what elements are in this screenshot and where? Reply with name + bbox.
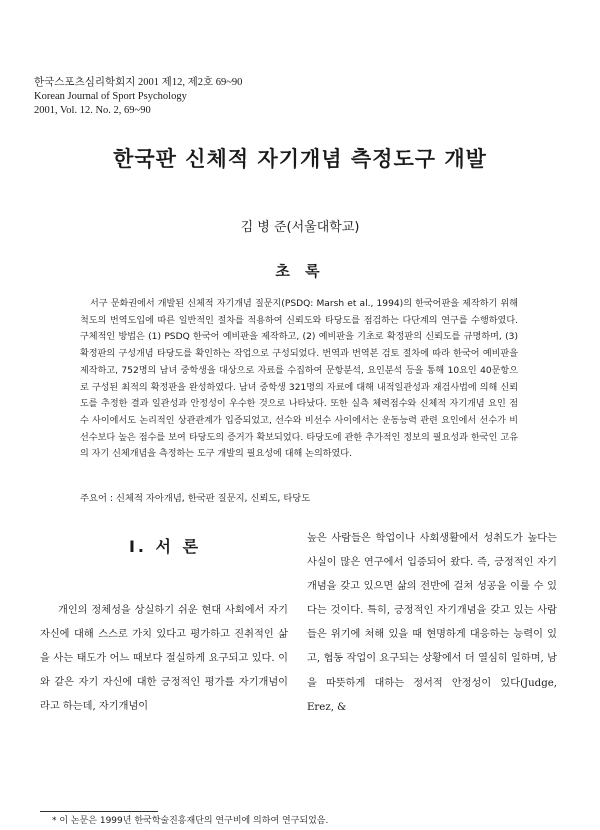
section-heading-introduction: Ⅰ. 서 론 bbox=[128, 537, 202, 556]
journal-header-korean: 한국스포츠심리학회지 2001 제12, 제2호 69~90 bbox=[34, 77, 243, 88]
journal-header-english: Korean Journal of Sport Psychology bbox=[34, 91, 187, 102]
journal-header bbox=[34, 76, 242, 118]
keywords-line: 주요어 : 신체적 자아개념, 한국판 질문지, 신뢰도, 타당도 bbox=[80, 493, 311, 504]
journal-header-volume: 2001, Vol. 12. No. 2, 69~90 bbox=[34, 105, 151, 116]
paper-title: 한국판 신체적 자기개념 측정도구 개발 bbox=[113, 147, 487, 171]
body-right-column: 높은 사람들은 학업이나 사회생활에서 성취도가 높다는 사실이 많은 연구에서 입증되어 왔다. 즉, 긍정적인 자기개념을 갖고 있으면 삶의 전반에 걸쳐 성공을 이룰 수 있다는 것이다. 특히, 긍정적인 자기개념을 갖고 있는 사람들은 위기에 처해 있을 때 현명하게 대응하는 능력이 있고, 협동 작업이 요구되는 상황에서 더 열심히 일하며, 남을 따뜻하게 대하는 정서적 안정성이 있다(Judge, Erez, & bbox=[307, 533, 557, 713]
footnote-divider bbox=[40, 811, 158, 812]
footnote-text: * 이 논문은 1999년 한국학술진흥재단의 연구비에 의하여 연구되었음. bbox=[52, 816, 329, 826]
body-left-column: 개인의 정체성을 상실하기 쉬운 현대 사회에서 자기 자신에 대해 스스로 가치 있다고 평가하고 진취적인 삶을 사는 태도가 어느 때보다 절실하게 요구되고 있다. 이와 같은 자기 자신에 대한 긍정적인 평가를 자기개념이라고 하는데, 자기개념이 bbox=[40, 605, 288, 713]
abstract-text: 서구 문화권에서 개발된 신체적 자기개념 질문지(PSDQ: Marsh et al., 1994)의 한국어판을 제작하기 위해 척도의 번역도입에 따른 일반적인 절차를 적용하여 신뢰도와 타당도를 점검하는 다단계의 연구를 수행하였다. 구체적인 방법은 (1) PSDQ 한국어 예비판을 제작하고, (2) 예비판을 기초로 확정판의 신뢰도를 규명하며, (3) 확정판의 구성개념 타당도를 확인하는 작업으로 구성되었다. 번역과 번역본 검토 절차에 따라 한국어 예비판을 제작하고, 752명의 남녀 중학생을 대상으로 자료를 수집하여 문항분석, 요인분석 등을 통해 10요인 40문항으로 구성된 최적의 확정판을 완성하였다. 남녀 중학생 321명의 자료에 대해 내적일관성과 재검사법에 의해 신뢰도를 추정한 결과 일관성과 안정성이 우수한 것으로 나타났다. 또한 실측 체력점수와 신체적 자기개념 요인 점수 사이에서도 논리적인 상관관계가 입증되었고, 선수와 비선수 사이에서는 운동능력 관련 요인에서 선수가 비선수보다 높은 점수를 보여 타당도의 증거가 확보되었다. 타당도에 관한 추가적인 정보의 필요성과 한국인 고유의 자기 신체개념을 측정하는 도구 개발의 필요성에 대해 논의하였다. bbox=[80, 299, 518, 460]
abstract-heading: 초 록 bbox=[275, 262, 325, 280]
author-line: 김 병 준(서울대학교) bbox=[240, 220, 360, 235]
